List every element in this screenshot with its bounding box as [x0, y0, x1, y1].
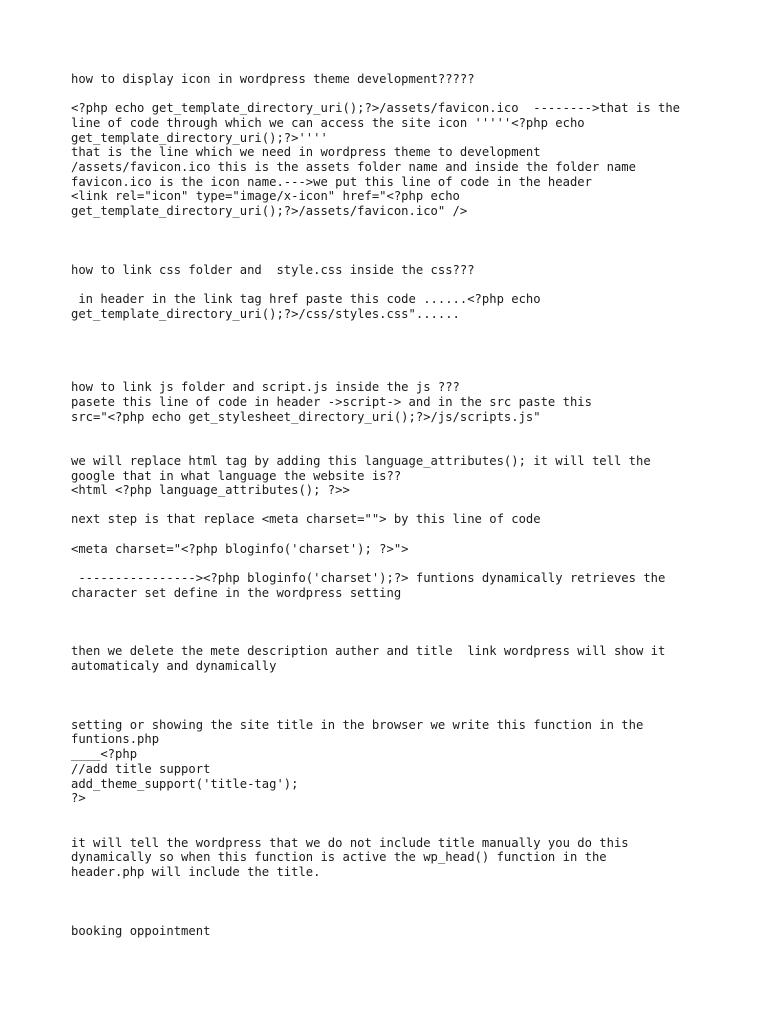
text-line: in header in the link tag href paste this code ......<?php echo: [71, 292, 541, 306]
heading-booking: booking oppointment: [71, 924, 211, 938]
text-line: src="<?php echo get_stylesheet_directory_uri();?>/js/scripts.js": [71, 410, 541, 424]
text-line: line of code through which we can access the site icon '''''<?php echo: [71, 116, 585, 130]
heading-favicon: how to display icon in wordpress theme development?????: [71, 72, 475, 86]
text-line: <?php echo get_template_directory_uri();?>/assets/favicon.ico -------->that is the: [71, 101, 681, 115]
code-line: //add title support: [71, 762, 211, 776]
text-line: it will tell the wordpress that we do not include title manually you do this: [71, 836, 629, 850]
heading-js: how to link js folder and script.js inside the js ???: [71, 380, 460, 394]
text-line: pasete this line of code in header ->script-> and in the src paste this: [71, 395, 592, 409]
text-line: google that in what language the website is??: [71, 469, 402, 483]
text-line: <link rel="icon" type="image/x-icon" href="<?php echo: [71, 189, 460, 203]
text-line: we will replace html tag by adding this language_attributes(); it will tell the: [71, 454, 651, 468]
heading-css: how to link css folder and style.css inside the css???: [71, 263, 475, 277]
text-line: header.php will include the title.: [71, 865, 321, 879]
text-line: /assets/favicon.ico this is the assets folder name and inside the folder name: [71, 160, 636, 174]
code-line: <meta charset="<?php bloginfo('charset'); ?>">: [71, 542, 409, 556]
text-line: setting or showing the site title in the browser we write this function in the: [71, 718, 644, 732]
text-line: ----------------><?php bloginfo('charset');?> funtions dynamically retrieves the: [71, 571, 666, 585]
text-line: favicon.ico is the icon name.--->we put this line of code in the header: [71, 175, 592, 189]
text-line: get_template_directory_uri();?>/css/styles.css"......: [71, 307, 460, 321]
text-line: character set define in the wordpress setting: [71, 586, 402, 600]
text-line: get_template_directory_uri();?>'''': [71, 131, 328, 145]
code-line: ____<?php: [71, 747, 138, 761]
text-line: get_template_directory_uri();?>/assets/favicon.ico" />: [71, 204, 468, 218]
text-line: funtions.php: [71, 732, 160, 746]
text-line: then we delete the mete description auther and title link wordpress will show it: [71, 644, 666, 658]
code-line: add_theme_support('title-tag');: [71, 777, 299, 791]
text-line: next step is that replace <meta charset=""> by this line of code: [71, 512, 541, 526]
text-line: that is the line which we need in wordpress theme to development: [71, 145, 541, 159]
code-line: <html <?php language_attributes(); ?>>: [71, 483, 350, 497]
text-line: automaticaly and dynamically: [71, 659, 277, 673]
code-line: ?>: [71, 791, 86, 805]
text-line: dynamically so when this function is active the wp_head() function in the: [71, 850, 607, 864]
